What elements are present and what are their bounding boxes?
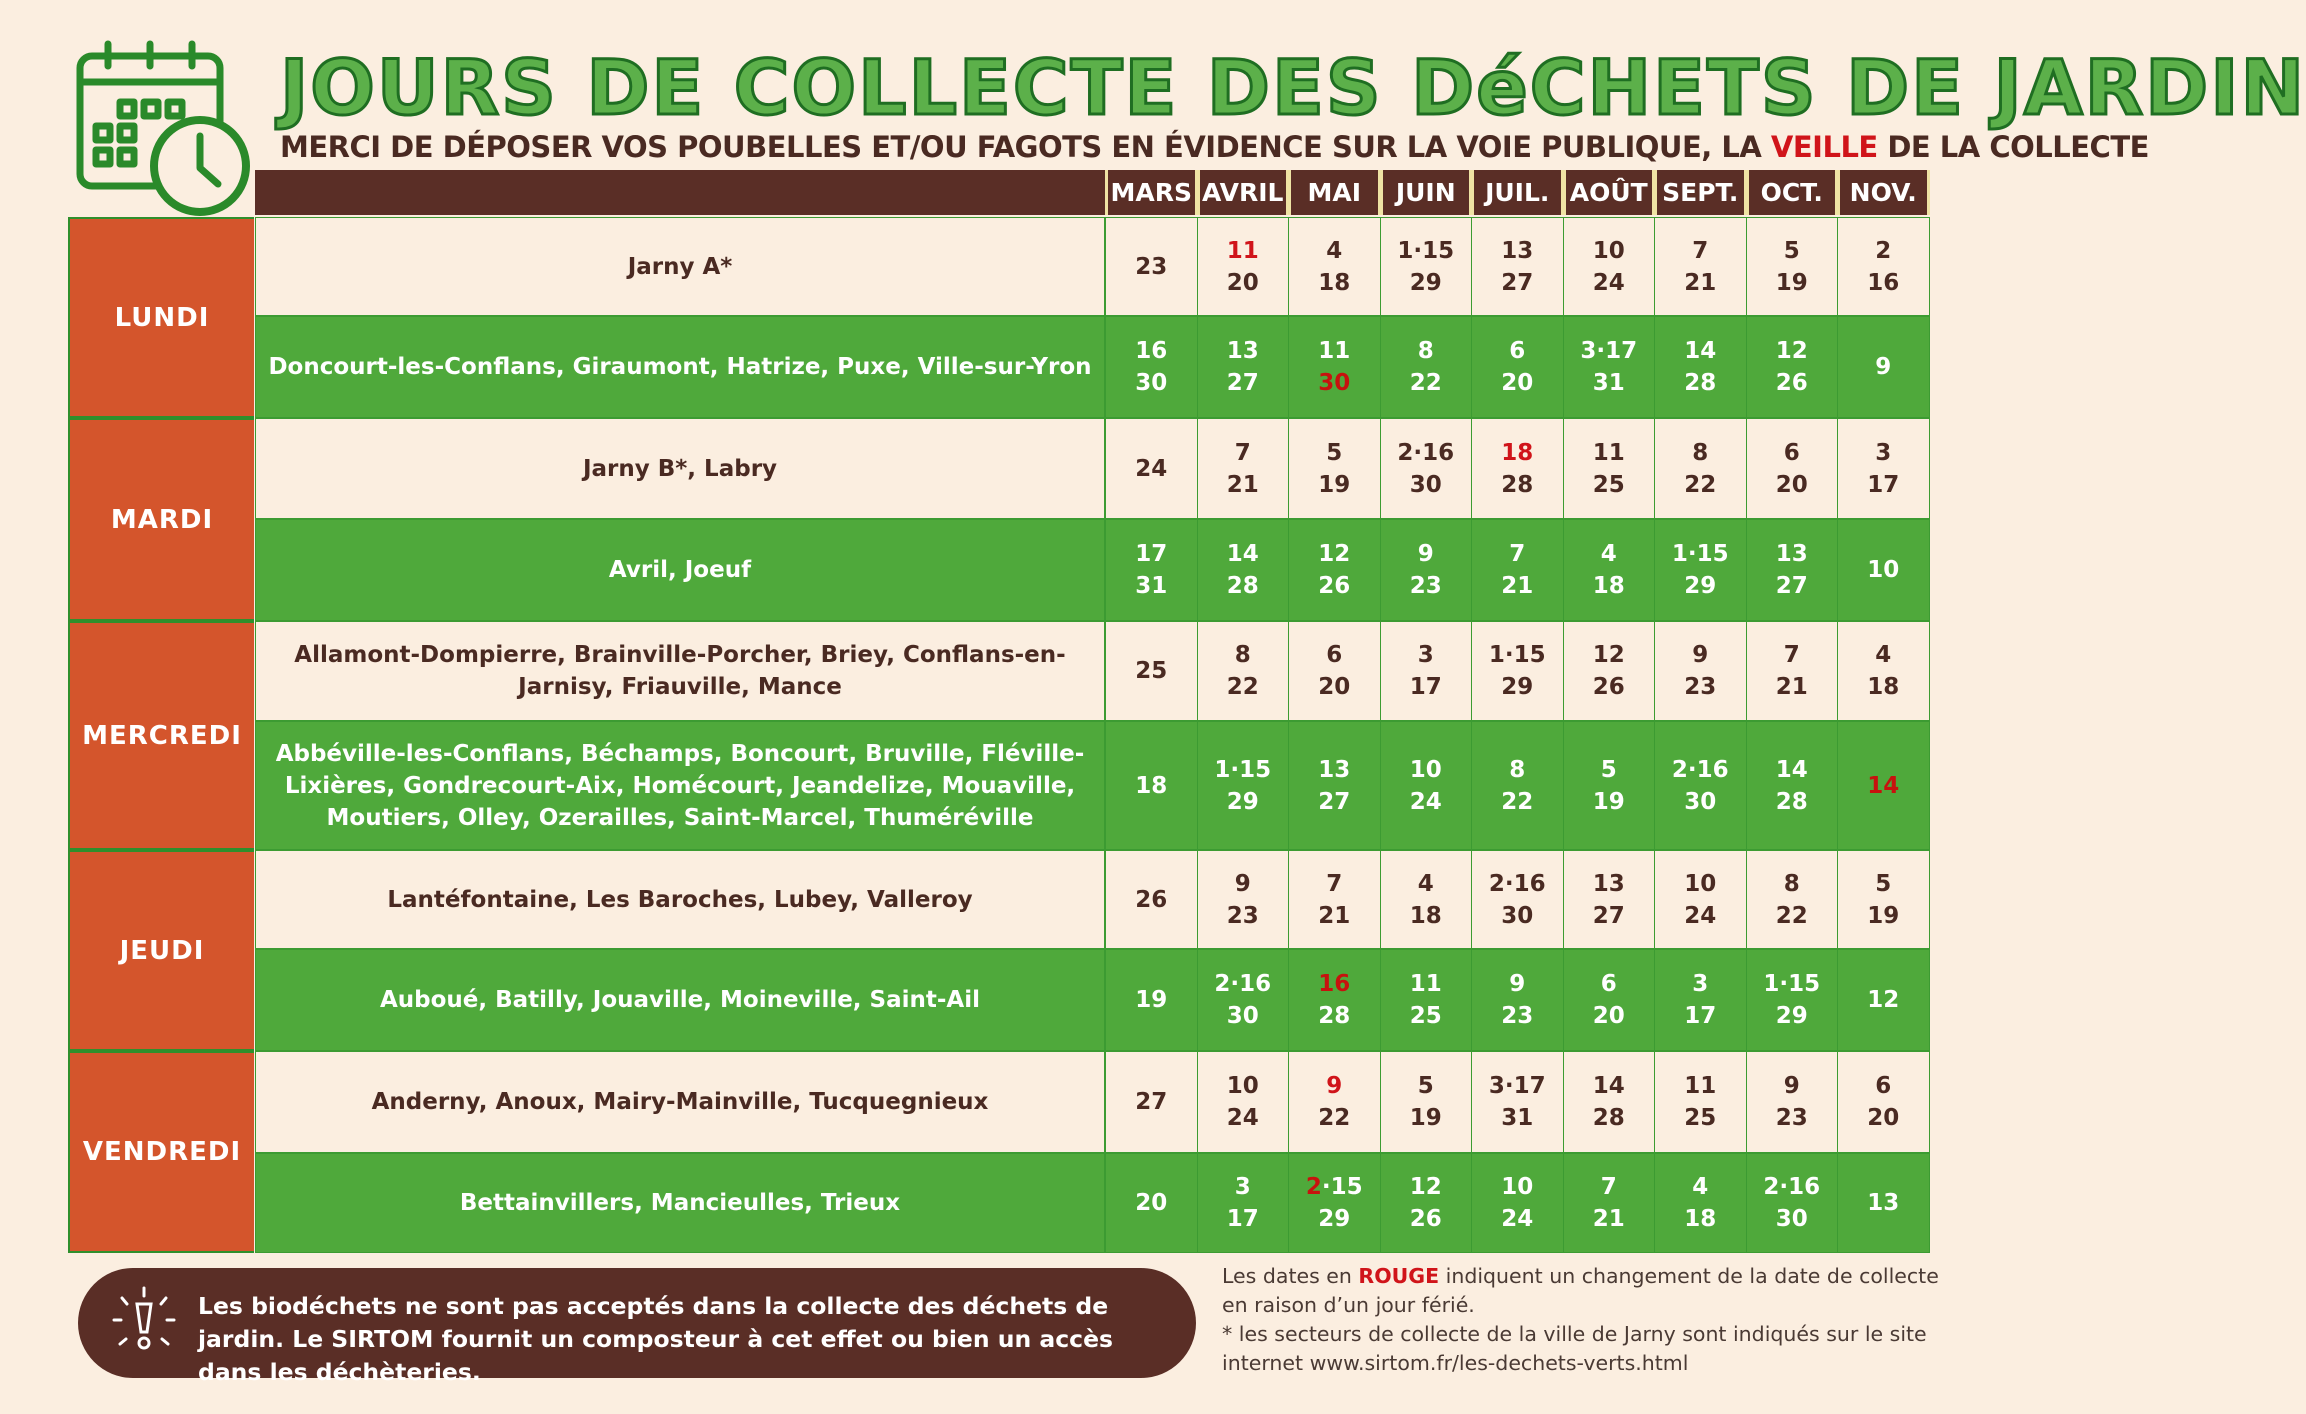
collection-dates: 10 [1867,557,1900,583]
collection-dates: 9 [1875,354,1892,380]
collection-dates: 12 26 [1318,541,1351,599]
collection-dates: 23 [1135,253,1168,280]
biowaste-note [78,1268,1196,1386]
towns-cell: Bettainvillers, Mancieulles, Trieux [255,1153,1105,1253]
collection-dates: 9 23 [1226,870,1259,929]
page-subtitle [280,126,2149,168]
subtitle-text-end: DE LA COLLECTE [1877,130,2149,164]
holiday-changed-date: 2 [1305,1174,1322,1200]
month-header: JUIL. [1471,170,1564,215]
collection-dates: 7 21 [1501,541,1534,599]
date-cell [1746,217,1839,316]
day-label: LUNDI [68,217,254,418]
collection-dates: 2·16 30 [1397,439,1455,498]
towns-cell: Abbéville-les-Conflans, Béchamps, Boncourt, Bruville, Fléville-Lixières, Gondrecourt-Aix, Homécourt, Jeandelize, Mouaville, Moutiers, Olley, Ozerailles, Saint-Marcel, Thuméréville [255,721,1105,850]
date-cell [1380,1153,1473,1253]
date-cell [1288,1051,1381,1153]
collection-dates: 20 [1135,1190,1168,1216]
month-header: MARS [1105,170,1198,215]
date-cell [1563,217,1656,316]
collection-dates: 18 28 [1501,439,1534,498]
collection-dates: 4 18 [1867,642,1900,700]
date-cell [1197,418,1290,519]
date-cell [1837,850,1930,949]
holiday-changed-date: 30 [1318,370,1351,396]
date-cell [1471,721,1564,850]
subtitle-highlight: VEILLE [1770,130,1878,164]
collection-dates: 3 17 [1409,642,1442,700]
collection-dates: 8 22 [1501,756,1534,815]
collection-dates: 3 17 [1867,439,1900,498]
collection-dates: 1·15 29 [1671,541,1729,599]
date-cell [1654,1153,1747,1253]
month-header: AVRIL [1197,170,1290,215]
date-cell [1471,418,1564,519]
collection-dates: 10 24 [1684,870,1717,929]
date-cell [1105,519,1198,621]
collection-dates: 8 22 [1409,338,1442,396]
holiday-changed-date: 18 [1501,439,1534,466]
date-cell [1105,850,1198,949]
calendar-clock-icon [74,38,254,218]
collection-dates: 2·16 30 [1763,1174,1821,1232]
collection-dates: 5 19 [1409,1073,1442,1131]
collection-dates: 12 26 [1409,1174,1442,1232]
collection-dates: 13 27 [1592,870,1625,929]
collection-dates: 9 22 [1318,1073,1351,1131]
date-cell [1197,1153,1290,1253]
date-cell [1837,418,1930,519]
date-cell [1105,418,1198,519]
collection-dates: 3·17 31 [1580,338,1638,396]
date-cell [1288,850,1381,949]
collection-dates: 4 18 [1592,541,1625,599]
date-cell [1471,519,1564,621]
date-cell [1654,621,1747,721]
towns-cell: Avril, Joeuf [255,519,1105,621]
date-cell [1563,519,1656,621]
date-cell [1471,316,1564,418]
table-header-band [255,170,1105,215]
date-cell [1746,721,1839,850]
collection-dates: 16 30 [1135,338,1168,396]
collection-dates: 2·16 30 [1214,971,1272,1029]
collection-dates: 13 27 [1226,338,1259,396]
day-label: MARDI [68,418,254,621]
date-cell [1837,721,1930,850]
collection-dates: 18 [1135,772,1168,799]
subtitle-text: MERCI DE DÉPOSER VOS POUBELLES ET/OU FAGOTS EN ÉVIDENCE SUR LA VOIE PUBLIQUE, LA [280,130,1771,164]
date-cell [1654,519,1747,621]
collection-dates: 25 [1135,658,1168,684]
date-cell [1197,721,1290,850]
collection-dates: 10 24 [1409,756,1442,815]
collection-dates: 2·15 29 [1305,1174,1363,1232]
towns-cell: Auboué, Batilly, Jouaville, Moineville, Saint-Ail [255,949,1105,1051]
collection-dates: 8 22 [1775,870,1808,929]
collection-dates: 7 21 [1684,237,1717,296]
date-cell [1746,621,1839,721]
collection-dates: 10 24 [1501,1174,1534,1232]
date-cell [1471,1051,1564,1153]
collection-dates: 6 20 [1775,439,1808,498]
date-cell [1471,1153,1564,1253]
date-cell [1197,316,1290,418]
month-header: MAI [1288,170,1381,215]
date-cell [1746,949,1839,1051]
date-cell [1654,316,1747,418]
date-cell [1197,1051,1290,1153]
collection-dates: 5 19 [1775,237,1808,296]
collection-dates: 1·15 29 [1763,971,1821,1029]
collection-dates: 7 21 [1775,642,1808,700]
collection-dates: 8 22 [1226,642,1259,700]
date-cell [1288,217,1381,316]
date-cell [1105,949,1198,1051]
month-header: AOÛT [1563,170,1656,215]
date-cell [1654,1051,1747,1153]
collection-dates: 2·16 30 [1671,756,1729,815]
collection-dates: 13 27 [1501,237,1534,296]
date-cell [1837,1051,1930,1153]
date-cell [1105,721,1198,850]
date-cell [1288,316,1381,418]
date-cell [1563,621,1656,721]
date-cell [1197,621,1290,721]
date-cell [1471,949,1564,1051]
date-cell [1654,217,1747,316]
collection-dates: 9 23 [1684,642,1717,700]
holiday-changed-date: 16 [1318,971,1351,997]
date-cell [1837,217,1930,316]
date-cell [1105,217,1198,316]
collection-dates: 24 [1135,455,1168,482]
collection-dates: 6 20 [1592,971,1625,1029]
date-cell [1288,949,1381,1051]
collection-dates: 14 28 [1775,756,1808,815]
footnote-jarny-sectors: * les secteurs de collecte de la ville de Jarny sont indiqués sur le site internet www.sirtom.fr/les-dechets-verts.html [1222,1322,1927,1375]
date-cell [1746,519,1839,621]
collection-dates: 9 23 [1501,971,1534,1029]
date-cell [1288,519,1381,621]
date-cell [1654,418,1747,519]
collection-dates: 5 19 [1867,870,1900,929]
towns-cell: Allamont-Dompierre, Brainville-Porcher, Briey, Conflans-en-Jarnisy, Friauville, Mance [255,621,1105,721]
collection-dates: 6 20 [1867,1073,1900,1131]
day-label: VENDREDI [68,1051,254,1253]
towns-cell: Anderny, Anoux, Mairy-Mainville, Tucquegnieux [255,1051,1105,1153]
collection-dates: 9 23 [1775,1073,1808,1131]
collection-dates: 14 28 [1684,338,1717,396]
date-cell [1380,850,1473,949]
collection-dates: 10 24 [1592,237,1625,296]
date-cell [1380,621,1473,721]
month-header: OCT. [1746,170,1839,215]
collection-dates: 26 [1135,886,1168,913]
collection-dates: 9 23 [1409,541,1442,599]
biowaste-note-text: Les biodéchets ne sont pas acceptés dans la collecte des déchets de jardin. Le SIRTOM fournit un composteur à cet effet ou bien un accès dans les déchèteries. [198,1292,1114,1386]
date-cell [1746,316,1839,418]
date-cell [1746,418,1839,519]
towns-cell: Jarny B*, Labry [255,418,1105,519]
date-cell [1380,519,1473,621]
date-cell [1288,418,1381,519]
date-cell [1837,621,1930,721]
holiday-changed-date: 11 [1226,237,1259,264]
collection-dates: 12 [1867,987,1900,1013]
date-cell [1563,1051,1656,1153]
footnote-line1-end: indiquent un changement de la date de collecte en raison d’un jour férié. [1222,1264,1939,1317]
date-cell [1380,316,1473,418]
day-label: MERCREDI [68,621,254,850]
page-title: JOURS DE COLLECTE DES DéCHETS DE JARDIN [280,43,2306,132]
collection-dates: 17 31 [1135,541,1168,599]
collection-dates: 19 [1135,987,1168,1013]
collection-dates: 13 27 [1775,541,1808,599]
collection-dates: 11 25 [1684,1073,1717,1131]
footnote-rouge: ROUGE [1358,1264,1440,1288]
date-cell [1105,621,1198,721]
date-cell [1197,217,1290,316]
collection-dates: 14 28 [1592,1073,1625,1131]
date-cell [1105,1051,1198,1153]
date-cell [1654,721,1747,850]
collection-dates: 13 27 [1318,756,1351,815]
collection-dates: 5 19 [1318,439,1351,498]
collection-dates: 12 26 [1592,642,1625,700]
collection-dates: 7 21 [1592,1174,1625,1232]
date-cell [1837,1153,1930,1253]
date-cell [1837,316,1930,418]
month-header: NOV. [1837,170,1930,215]
collection-dates: 11 30 [1318,338,1351,396]
date-cell [1380,1051,1473,1153]
collection-dates: 1·15 29 [1214,756,1272,815]
date-cell [1197,949,1290,1051]
collection-dates: 13 [1867,1190,1900,1216]
date-cell [1563,418,1656,519]
towns-cell: Lantéfontaine, Les Baroches, Lubey, Valleroy [255,850,1105,949]
collection-dates: 7 21 [1318,870,1351,929]
date-cell [1746,1153,1839,1253]
date-cell [1380,418,1473,519]
collection-dates: 4 18 [1318,237,1351,296]
holiday-changed-date: 14 [1867,772,1900,799]
date-cell [1654,850,1747,949]
collection-dates: 11 20 [1226,237,1259,296]
holiday-changed-date: 9 [1326,1073,1343,1099]
collection-dates: 12 26 [1775,338,1808,396]
collection-dates: 27 [1135,1089,1168,1115]
collection-dates: 6 20 [1318,642,1351,700]
collection-dates: 2 16 [1867,237,1900,296]
collection-dates: 4 18 [1409,870,1442,929]
date-cell [1105,1153,1198,1253]
footnote-red-dates [1222,1262,1962,1320]
date-cell [1380,217,1473,316]
date-cell [1380,949,1473,1051]
date-cell [1288,1153,1381,1253]
collection-dates: 3 17 [1684,971,1717,1029]
footnote-line1-start: Les dates en [1222,1264,1359,1288]
footnote [1222,1262,1962,1378]
exclamation-icon [108,1286,180,1358]
collection-dates: 8 22 [1684,439,1717,498]
towns-cell: Doncourt-les-Conflans, Giraumont, Hatrize, Puxe, Ville-sur-Yron [255,316,1105,418]
date-cell [1654,949,1747,1051]
date-cell [1380,721,1473,850]
date-cell [1837,949,1930,1051]
date-cell [1288,721,1381,850]
date-cell [1563,850,1656,949]
date-cell [1563,721,1656,850]
collection-dates: 11 25 [1409,971,1442,1029]
date-cell [1471,217,1564,316]
collection-dates: 1·15 29 [1488,642,1546,700]
date-cell [1288,621,1381,721]
collection-dates: 3 17 [1226,1174,1259,1232]
collection-dates: 4 18 [1684,1174,1717,1232]
date-cell [1471,621,1564,721]
date-cell [1471,850,1564,949]
collection-dates: 7 21 [1226,439,1259,498]
date-cell [1563,949,1656,1051]
date-cell [1197,519,1290,621]
collection-dates: 14 28 [1226,541,1259,599]
date-cell [1837,519,1930,621]
date-cell [1197,850,1290,949]
date-cell [1746,850,1839,949]
date-cell [1105,316,1198,418]
date-cell [1563,1153,1656,1253]
date-cell [1563,316,1656,418]
day-label: JEUDI [68,850,254,1051]
collection-dates: 16 28 [1318,971,1351,1029]
date-cell [1746,1051,1839,1153]
towns-cell: Jarny A* [255,217,1105,316]
collection-dates: 3·17 31 [1488,1073,1546,1131]
month-header: JUIN [1380,170,1473,215]
collection-dates: 2·16 30 [1488,870,1546,929]
collection-dates [1867,770,1899,802]
collection-dates: 10 24 [1226,1073,1259,1131]
collection-dates: 1·15 29 [1397,237,1455,296]
collection-dates: 6 20 [1501,338,1534,396]
collection-dates: 5 19 [1592,756,1625,815]
collection-dates: 11 25 [1592,439,1625,498]
month-header: SEPT. [1654,170,1747,215]
